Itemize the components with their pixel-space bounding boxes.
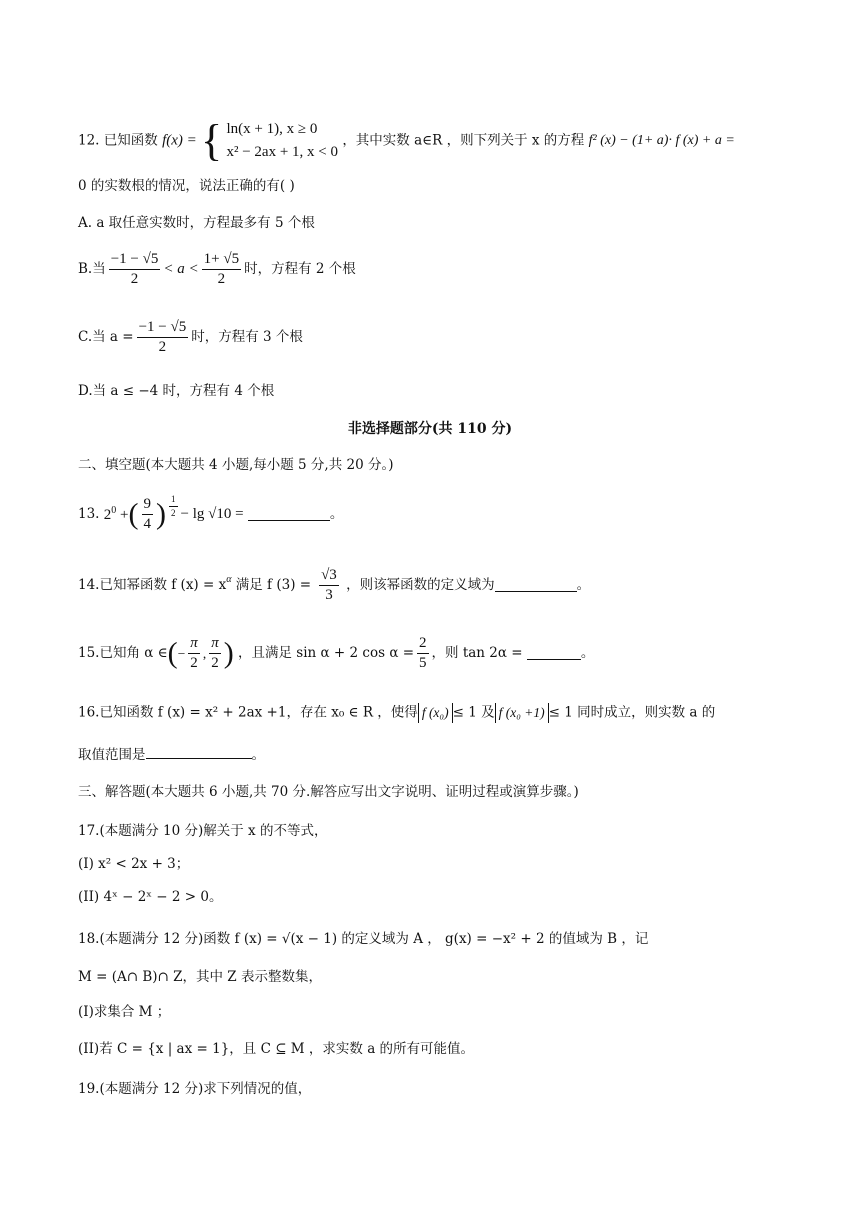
q16-line2 (78, 746, 800, 763)
q13-line (78, 494, 800, 532)
q16-blank[interactable] (146, 746, 252, 759)
q19-head: 19.(本题满分 12 分)求下列情况的值， (78, 1081, 312, 1097)
q13-base-value: 2 (103, 507, 112, 523)
q14-text2: 满足 f (3) = (235, 576, 312, 593)
q12-option-c-suffix: 时，方程有 3 个根 (191, 328, 303, 345)
q18-part-i: (I)求集合 M ； (78, 1004, 171, 1020)
q15-text1: 15.已知角 α ∈ (78, 644, 168, 661)
frac-num: √3 (319, 568, 339, 586)
part2-heading: 二、填空题(本大题共 4 小题,每小题 5 分,共 20 分。) (78, 457, 394, 473)
q16-line2-text: 取值范围是 (78, 747, 146, 763)
frac-den: 4 (143, 516, 151, 532)
frac-num: π (209, 636, 221, 654)
q14-text1: 14.已知幂函数 f (x) = x (78, 576, 227, 593)
q14-blank[interactable] (495, 579, 577, 592)
q13-tail: − lg √10 = (180, 506, 244, 522)
q12-line1 (78, 118, 800, 164)
q16-end: 。 (251, 747, 265, 763)
q15-blank[interactable] (527, 647, 581, 660)
q12-brace: { (201, 116, 223, 165)
paren-left: ( (167, 636, 178, 670)
q13-prefix: 13. (78, 505, 100, 522)
q17-part-ii: (II) 4ˣ − 2ˣ − 2 > 0。 (78, 889, 223, 905)
q12-option-d: D.当 a ≤ −4 时，方程有 4 个根 (78, 383, 275, 399)
q15-end: 。 (580, 644, 595, 661)
q12-option-b-suffix: 时，方程有 2 个根 (244, 260, 356, 277)
q16-line1 (78, 703, 800, 723)
frac-num: 9 (142, 497, 154, 515)
q13-exp0: 0 (111, 505, 117, 516)
minus-sign: − (177, 645, 186, 661)
q12-option-b-frac2 (202, 252, 241, 287)
frac-den: 2 (190, 655, 198, 671)
q12-mid: ，其中实数 a∈R ，则下列关于 x 的方程 (342, 132, 585, 149)
part3-heading: 三、解答题(本大题共 6 小题,共 70 分.解答应写出文字说明、证明过程或演算步骤。) (78, 784, 579, 800)
q13-blank[interactable] (248, 508, 330, 521)
section-title: 非选择题部分(共 110 分) (347, 421, 513, 437)
frac-den: 2 (171, 508, 176, 518)
q15-frac-c (417, 636, 429, 671)
q12-pieces (226, 118, 338, 164)
q15-frac-b (209, 636, 221, 671)
q12-line2: 0 的实数根的情况，说法正确的有( ) (78, 178, 295, 194)
q12-option-b-mid: < a < (163, 261, 199, 277)
q13-exp-half (169, 495, 178, 518)
q14-alpha: α (226, 573, 232, 585)
frac-num: π (188, 636, 200, 654)
q15-text3: ，则 tan 2α = (431, 644, 523, 661)
q12-piece1: ln(x + 1), x ≥ 0 (226, 121, 318, 137)
q16-le2: ≤ 1 同时成立，则实数 a 的 (548, 704, 716, 721)
q12-prefix: 12. 已知函数 (78, 132, 158, 149)
frac-num: 2 (417, 636, 429, 654)
frac-den: 5 (419, 655, 427, 671)
frac-den: 3 (325, 587, 333, 603)
paren-right: ) (156, 497, 166, 531)
q13-end: 。 (329, 505, 344, 522)
q14-text3: ，则该幂函数的定义域为 (346, 576, 495, 593)
q16-abs1: f (x₀) (418, 703, 453, 723)
q13-base: $2^0$ + (103, 505, 129, 523)
q12-option-c-prefix: C.当 a = (78, 328, 134, 345)
q14-line (78, 568, 800, 603)
q12-option-c (78, 320, 800, 355)
comma: , (202, 645, 207, 661)
q14-frac (319, 568, 339, 603)
q15-line (78, 636, 800, 671)
q17-part-i: (I) x² < 2x + 3； (78, 856, 190, 872)
q12-piece2: x² − 2ax + 1, x < 0 (226, 144, 339, 160)
frac-den: 2 (211, 655, 219, 671)
paren-right: ) (223, 636, 234, 670)
frac-den: 2 (130, 271, 139, 287)
q15-text2: ，且满足 sin α + 2 cos α = (238, 644, 415, 661)
q12-fx: f(x) = (162, 132, 197, 149)
q12-option-c-frac (137, 320, 189, 355)
q12-option-b-frac1 (109, 252, 161, 287)
frac-num: −1 − √5 (109, 252, 161, 270)
q15-frac-a (188, 636, 200, 671)
frac-num: −1 − √5 (137, 320, 189, 338)
q18-part-ii: (II)若 C = {x | ax = 1}，且 C ⊆ M ，求实数 a 的所有可能值。 (78, 1041, 475, 1057)
q12-equation: f² (x) − (1+ a)· f (x) + a = (588, 133, 735, 148)
q16-text1: 16.已知函数 f (x) = x² + 2ax +1，存在 x₀ ∈ R ，使得 (78, 704, 418, 721)
frac-den: 2 (217, 271, 226, 287)
frac-den: 2 (158, 339, 167, 355)
frac-num: 1 (169, 495, 178, 507)
frac-num: 1+ √5 (202, 252, 241, 270)
q18-head: 18.(本题满分 12 分)函数 f (x) = √(x − 1) 的定义域为 A ， g(x) = −x² + 2 的值域为 B ，记 (78, 931, 649, 947)
q13-frac (142, 497, 154, 532)
q14-end: 。 (576, 576, 591, 593)
q12-option-b-prefix: B.当 (78, 260, 106, 277)
paren-left: ( (128, 497, 139, 531)
q12-option-b (78, 252, 800, 287)
q18-line2: M = (A∩ B)∩ Z，其中 Z 表示整数集， (78, 969, 322, 985)
q16-abs2: f (x₀ +1) (495, 703, 549, 723)
q12-option-a: A. a 取任意实数时，方程最多有 5 个根 (78, 215, 315, 231)
q16-le1: ≤ 1 及 (452, 704, 495, 721)
q17-head: 17.(本题满分 10 分)解关于 x 的不等式， (78, 823, 328, 839)
